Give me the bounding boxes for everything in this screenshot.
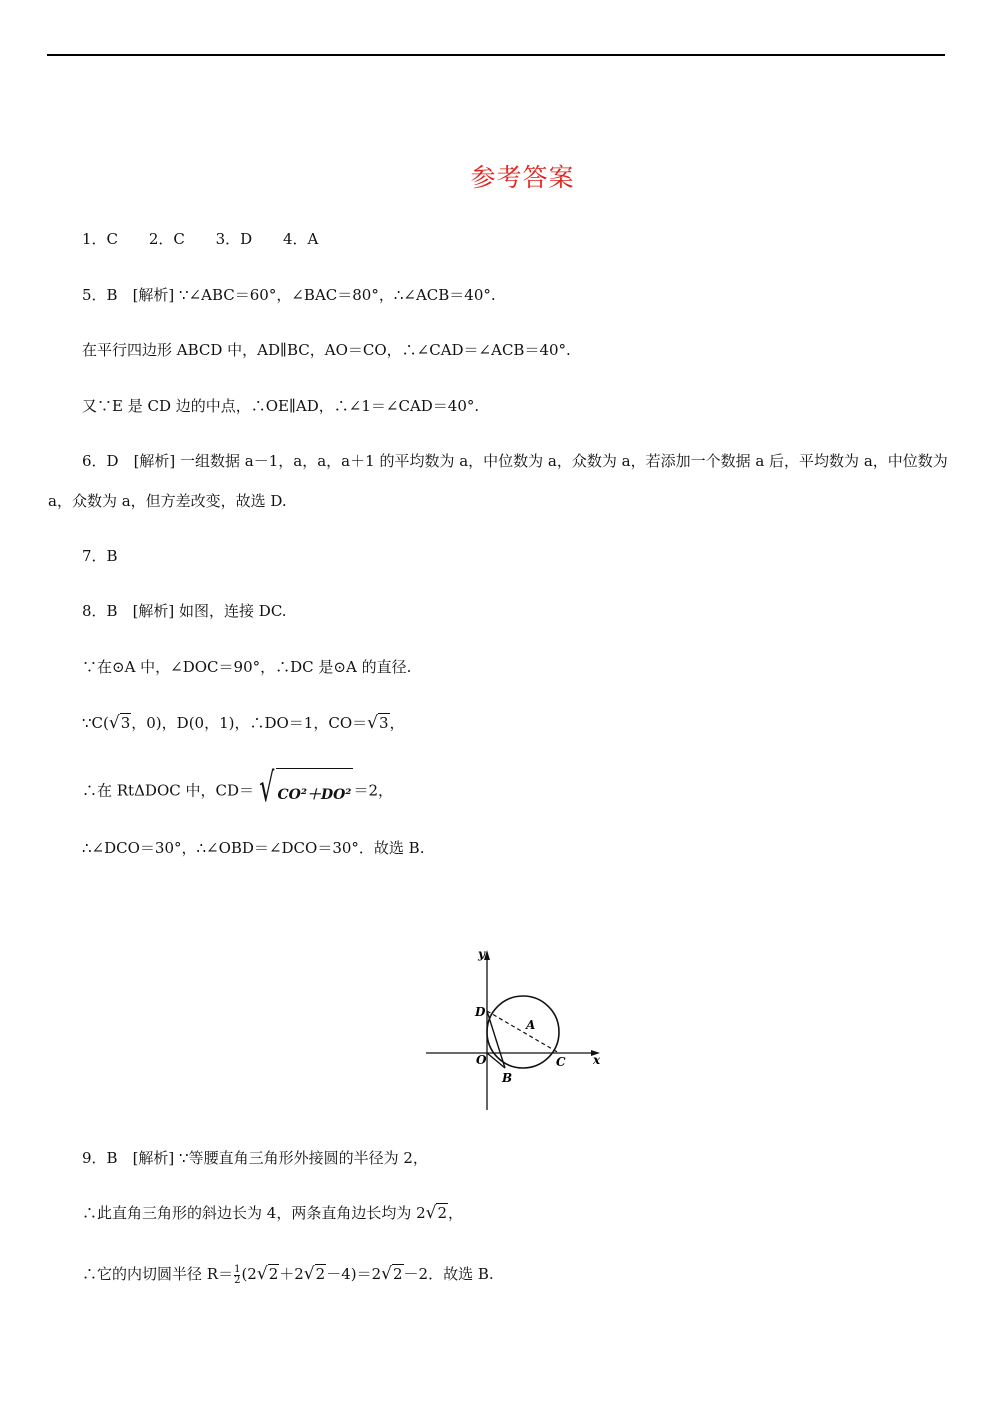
sqrt-2-c: √2 [303,1264,326,1284]
q8-l3-part-b: ，0)，D(0，1)，∴DO＝1，CO＝ [131,714,368,732]
q8-l4-part-b: ＝2， [353,781,393,800]
q5-head: 5．B [解析] ∵∠ABC＝60°，∠BAC＝80°，∴∠ACB＝40°. [82,286,496,304]
q8-line-2: ∵在⊙A 中，∠DOC＝90°，∴DC 是⊙A 的直径. [82,658,412,676]
sqrt-3-a: √3 [108,713,131,733]
answer-4: 4．A [282,230,319,248]
label-o: O [476,1053,487,1067]
top-rule [47,54,945,56]
q9-l3-part-e: －2．故选 B. [403,1265,494,1283]
label-x: x [593,1053,601,1067]
q8-line-3 [82,713,405,733]
q5-line-2: 在平行四边形 ABCD 中，AD∥BC，AO＝CO，∴∠CAD＝∠ACB＝40°. [82,341,571,359]
answers-line [82,229,318,249]
q9-l3-part-d: －4)＝2 [326,1265,382,1283]
q9-l3-part-c: ＋2 [279,1265,304,1283]
circle-figure [418,940,608,1115]
q9-l3-part-a: ∴它的内切圆半径 R＝ [82,1265,234,1283]
label-b: B [502,1071,513,1085]
answer-1: 1．C [82,230,119,248]
answer-2: 2．C [148,230,185,248]
q9-l3-part-b: (2 [241,1265,257,1283]
circle-a [487,996,559,1068]
fraction-one-half: $\frac{1}{2}$ [234,1263,241,1286]
label-d: D [475,1005,486,1019]
sqrt-2-d: √2 [381,1264,403,1284]
q9-head: 9．B [解析] ∵等腰直角三角形外接圆的半径为 2， [82,1149,428,1167]
label-a: A [526,1018,536,1032]
q8-l3-part-a: ∵C( [82,714,109,732]
q8-l4-part-a: ∴在 RtΔDOC 中，CD＝ [82,781,254,800]
q9-line-2 [82,1203,463,1223]
q8-line-4 [82,765,393,815]
label-c: C [556,1055,566,1069]
sqrt-3-b: √3 [367,713,389,733]
q9-line-3 [82,1264,494,1286]
q6-text: 6．D [解析] 一组数据 a－1，a，a，a＋1 的平均数为 a，中位数为 a，众数为 a，若添加一个数据 a 后，平均数为 a，中位数为 a，众数为 a，但方差改变，故选 D. [48,452,948,510]
sqrt-cd-expression: √ CO²＋DO² [254,768,353,815]
label-y: y [478,947,485,961]
q9-l2-part-a: ∴此直角三角形的斜边长为 4，两条直角边长均为 2 [82,1204,426,1222]
sqrt-2-b: √2 [256,1264,279,1284]
page-title: 参考答案 [470,163,575,192]
answer-3: 3．D [215,230,253,248]
q5-line-3: 又∵E 是 CD 边的中点，∴OE∥AD，∴∠1＝∠CAD＝40°. [82,397,480,415]
q8-head: 8．B [解析] 如图，连接 DC. [82,602,287,620]
q8-line-5: ∴∠DCO＝30°，∴∠OBD＝∠DCO＝30°．故选 B. [82,839,425,857]
q9-l2-part-b: ， [448,1204,464,1222]
q8-l3-part-c: ， [389,714,405,732]
sqrt-2-a: √2 [425,1203,448,1223]
q7-text: 7．B [82,547,118,565]
